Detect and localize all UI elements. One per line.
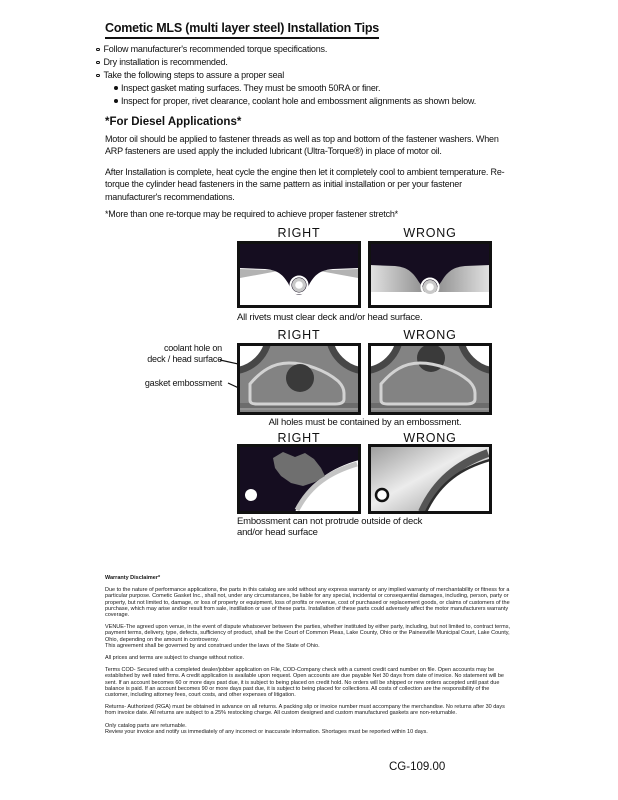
heat-cycle-paragraph: After Installation is complete, heat cycle the engine then let it completely cool to ambient temperature. Re-torque the cylinder head fasteners in the same pattern as initial installation or per your fastener manufacturer's recommendations. bbox=[105, 167, 505, 202]
embossment-caption: Embossment can not protrude outside of deck and/or head surface bbox=[237, 516, 423, 538]
list-item-text: Inspect for proper, rivet clearance, coolant hole and embossment alignments as shown below. bbox=[121, 95, 477, 106]
wrong-label: WRONG bbox=[403, 328, 457, 342]
wrong-label: WRONG bbox=[403, 226, 457, 240]
list-item-text: Take the following steps to assure a proper seal bbox=[103, 70, 285, 80]
right-label: RIGHT bbox=[277, 431, 321, 445]
list-item-text: Dry installation is recommended. bbox=[103, 57, 228, 67]
filled-bullet-icon bbox=[114, 86, 118, 90]
rivet-clearance-wrong-diagram bbox=[368, 241, 492, 308]
list-item-text: Follow manufacturer's recommended torque specifications. bbox=[103, 44, 328, 54]
retorque-note: *More than one re-torque may be required to achieve proper fastener stretch* bbox=[105, 209, 398, 219]
warranty-paragraph: Due to the nature of performance applications, the parts in this catalog are sold without any express warranty or any implied warranty of merchantability or fitness for a particular purpose. Cometic Gasket Inc., shall not, under any circumstances, be liable for any special, incidental or consequential damages, including, person, party or property, but not limited to, damage, or loss of property or equipment, loss of profits or revenue, cost of purchased or replacement goods, or claims of customers of the purchase, which may arise and/or result from sale, instillation or use of these parts. Installation of these parts could adversely affect the motor manufacturers warranty coverage. bbox=[105, 587, 510, 619]
list-item bbox=[96, 57, 476, 70]
warranty-disclaimer-block bbox=[105, 575, 511, 741]
motor-oil-paragraph: Motor oil should be applied to fastener threads as well as top and bottom of the fastener washers. When ARP fasteners are used apply the included lubricant (Ultra-Torque®) in place of motor oil. bbox=[105, 134, 499, 157]
coolant-hole-right-diagram bbox=[237, 343, 361, 415]
filled-bullet-icon bbox=[114, 99, 118, 103]
rivet-caption: All rivets must clear deck and/or head surface. bbox=[237, 312, 423, 323]
installation-tips-list bbox=[96, 44, 476, 108]
prices-line: All prices and terms are subject to change without notice. bbox=[105, 655, 245, 662]
open-bullet-icon bbox=[96, 74, 100, 78]
wrong-label: WRONG bbox=[403, 431, 457, 445]
open-bullet-icon bbox=[96, 61, 100, 65]
rivet-clearance-right-diagram bbox=[237, 241, 361, 308]
warranty-disclaimer-heading: Warranty Disclaimer* bbox=[105, 575, 161, 581]
embossment-wrong-diagram bbox=[368, 444, 492, 514]
terms-paragraph: Terms COD- Secured with a completed dealer/jobber application on File, COD-Company check with a current credit card number on file. Open accounts may be established by well rated firms. A credit application is available upon request. Open accounts are due payable Net 30 days from date of invoice. No statement will be sent. If an account becomes 60 or more days past due, it is subject to being placed on credit hold. No orders will be shipped or new orders accepted until past due balance is paid. If an account becomes 90 or more days past due, it is subject to being placed for collections. All costs of collection are the responsibility of the customer, including attorney fees, court costs, and other expenses of litigation. bbox=[105, 667, 504, 699]
list-item bbox=[96, 70, 476, 83]
diesel-applications-heading: *For Diesel Applications* bbox=[105, 116, 242, 128]
page-code: CG-109.00 bbox=[389, 761, 446, 773]
holes-caption: All holes must be contained by an embossment. bbox=[268, 417, 462, 428]
embossment-right-diagram bbox=[237, 444, 361, 514]
returns-paragraph: Returns- Authorized (RGA) must be obtained in advance on all returns. A packing slip or invoice number must accompany the merchandise. No returns after 30 days from invoice date. All returns are subject to a 25% restocking charge. All custom designed and custom manufactured gaskets are non-returnable. bbox=[105, 704, 505, 717]
right-label: RIGHT bbox=[277, 226, 321, 240]
open-bullet-icon bbox=[96, 48, 100, 52]
venue-paragraph: VENUE-The agreed upon venue, in the event of dispute whatsoever between the parties, whether instituted by either party, including, but not limited to, contract terms, payment terms, delivery, type, defects, sufficiency of product, shall be the Court of Common Pleas, Lake County, Ohio or the Painesville Municipal Court, Lake County, Ohio, depending on the amount in controversy. This agreement shall be governed by and construed under the laws of the State of Ohio. bbox=[105, 624, 510, 649]
right-label: RIGHT bbox=[277, 328, 321, 342]
coolant-hole-wrong-diagram bbox=[368, 343, 492, 415]
list-item bbox=[96, 44, 476, 57]
list-item bbox=[114, 83, 476, 96]
gasket-embossment-annotation: gasket embossment bbox=[144, 378, 222, 388]
coolant-hole-annotation: coolant hole on deck / head surface bbox=[147, 343, 222, 364]
returnable-lines: Only catalog parts are returnable. Review your invoice and notify us immediately of any incorrect or inaccurate information. Shortages must be reported within 10 days. bbox=[105, 722, 428, 735]
page-title: Cometic MLS (multi layer steel) Installation Tips bbox=[105, 21, 379, 39]
list-item-text: Inspect gasket mating surfaces. They must be smooth 50RA or finer. bbox=[121, 83, 381, 93]
list-item bbox=[114, 96, 476, 109]
